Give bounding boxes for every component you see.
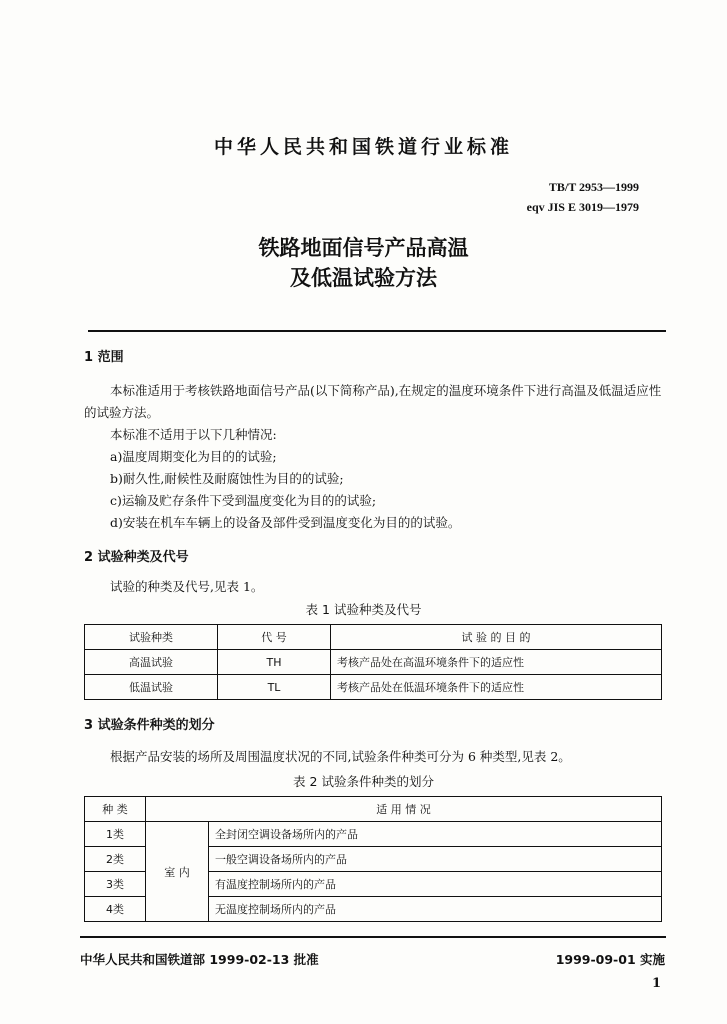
section1-heading: 1 范围	[84, 350, 124, 365]
section1-item-a: a)温度周期变化为目的的试验;	[110, 449, 277, 464]
table1-cell: 考核产品处在高温环境条件下的适应性	[331, 650, 662, 675]
table2-cell: 有温度控制场所内的产品	[209, 872, 662, 897]
table2-header-usage: 适 用 情 况	[146, 797, 662, 822]
table2-group-label: 室 内	[146, 822, 209, 922]
footer-rule	[80, 936, 666, 938]
table2-cell: 3类	[85, 872, 146, 897]
table2-header-type: 种 类	[85, 797, 146, 822]
standard-name: 中华人民共和国铁道行业标准	[213, 136, 513, 158]
page-number: 1	[651, 976, 661, 991]
table1	[84, 624, 662, 700]
table2-caption: 表 2 试验条件种类的划分	[293, 774, 434, 789]
table-row	[85, 822, 662, 847]
table1-header-purpose: 试 验 的 目 的	[331, 625, 662, 650]
table2-cell: 无温度控制场所内的产品	[209, 897, 662, 922]
section1-item-d: d)安装在机车车辆上的设备及部件受到温度变化为目的的试验。	[110, 515, 461, 530]
table1-header-type: 试验种类	[85, 625, 218, 650]
table-row	[85, 650, 662, 675]
section3-heading: 3 试验条件种类的划分	[84, 718, 215, 733]
section1-item-b: b)耐久性,耐候性及耐腐蚀性为目的的试验;	[110, 471, 344, 486]
table1-cell: TH	[218, 650, 331, 675]
document-title-line1: 铁路地面信号产品高温	[258, 236, 469, 260]
section1-item-c: c)运输及贮存条件下受到温度变化为目的的试验;	[110, 493, 377, 508]
section1-para1: 本标准适用于考核铁路地面信号产品(以下简称产品),在规定的温度环境条件下进行高温及低温适应性的试验方法。	[84, 383, 662, 420]
equivalent-standard: eqv JIS E 3019—1979	[526, 200, 639, 214]
table-row	[85, 675, 662, 700]
table2	[84, 796, 662, 922]
table1-cell: TL	[218, 675, 331, 700]
table1-caption: 表 1 试验种类及代号	[305, 602, 422, 617]
table1-header-code: 代 号	[218, 625, 331, 650]
table1-cell: 低温试验	[85, 675, 218, 700]
section1-body	[84, 380, 670, 534]
section3-para: 根据产品安装的场所及周围温度状况的不同,试验条件种类可分为 6 种类型,见表 2。	[110, 749, 571, 764]
table2-cell: 一般空调设备场所内的产品	[209, 847, 662, 872]
table1-cell: 高温试验	[85, 650, 218, 675]
section1-para2: 本标准不适用于以下几种情况:	[110, 427, 277, 442]
implementation-date: 1999-09-01 实施	[555, 952, 665, 967]
table2-cell: 1类	[85, 822, 146, 847]
section2-heading: 2 试验种类及代号	[84, 550, 189, 565]
document-title-line2: 及低温试验方法	[290, 266, 437, 290]
table2-cell: 2类	[85, 847, 146, 872]
table1-header-row	[85, 625, 662, 650]
table2-cell: 4类	[85, 897, 146, 922]
approval-date: 中华人民共和国铁道部 1999-02-13 批准	[80, 952, 319, 967]
table1-cell: 考核产品处在低温环境条件下的适应性	[331, 675, 662, 700]
standard-code: TB/T 2953—1999	[548, 180, 639, 194]
table2-cell: 全封闭空调设备场所内的产品	[209, 822, 662, 847]
section2-para: 试验的种类及代号,见表 1。	[110, 579, 264, 594]
header-rule	[88, 330, 666, 332]
table2-header-row	[85, 797, 662, 822]
